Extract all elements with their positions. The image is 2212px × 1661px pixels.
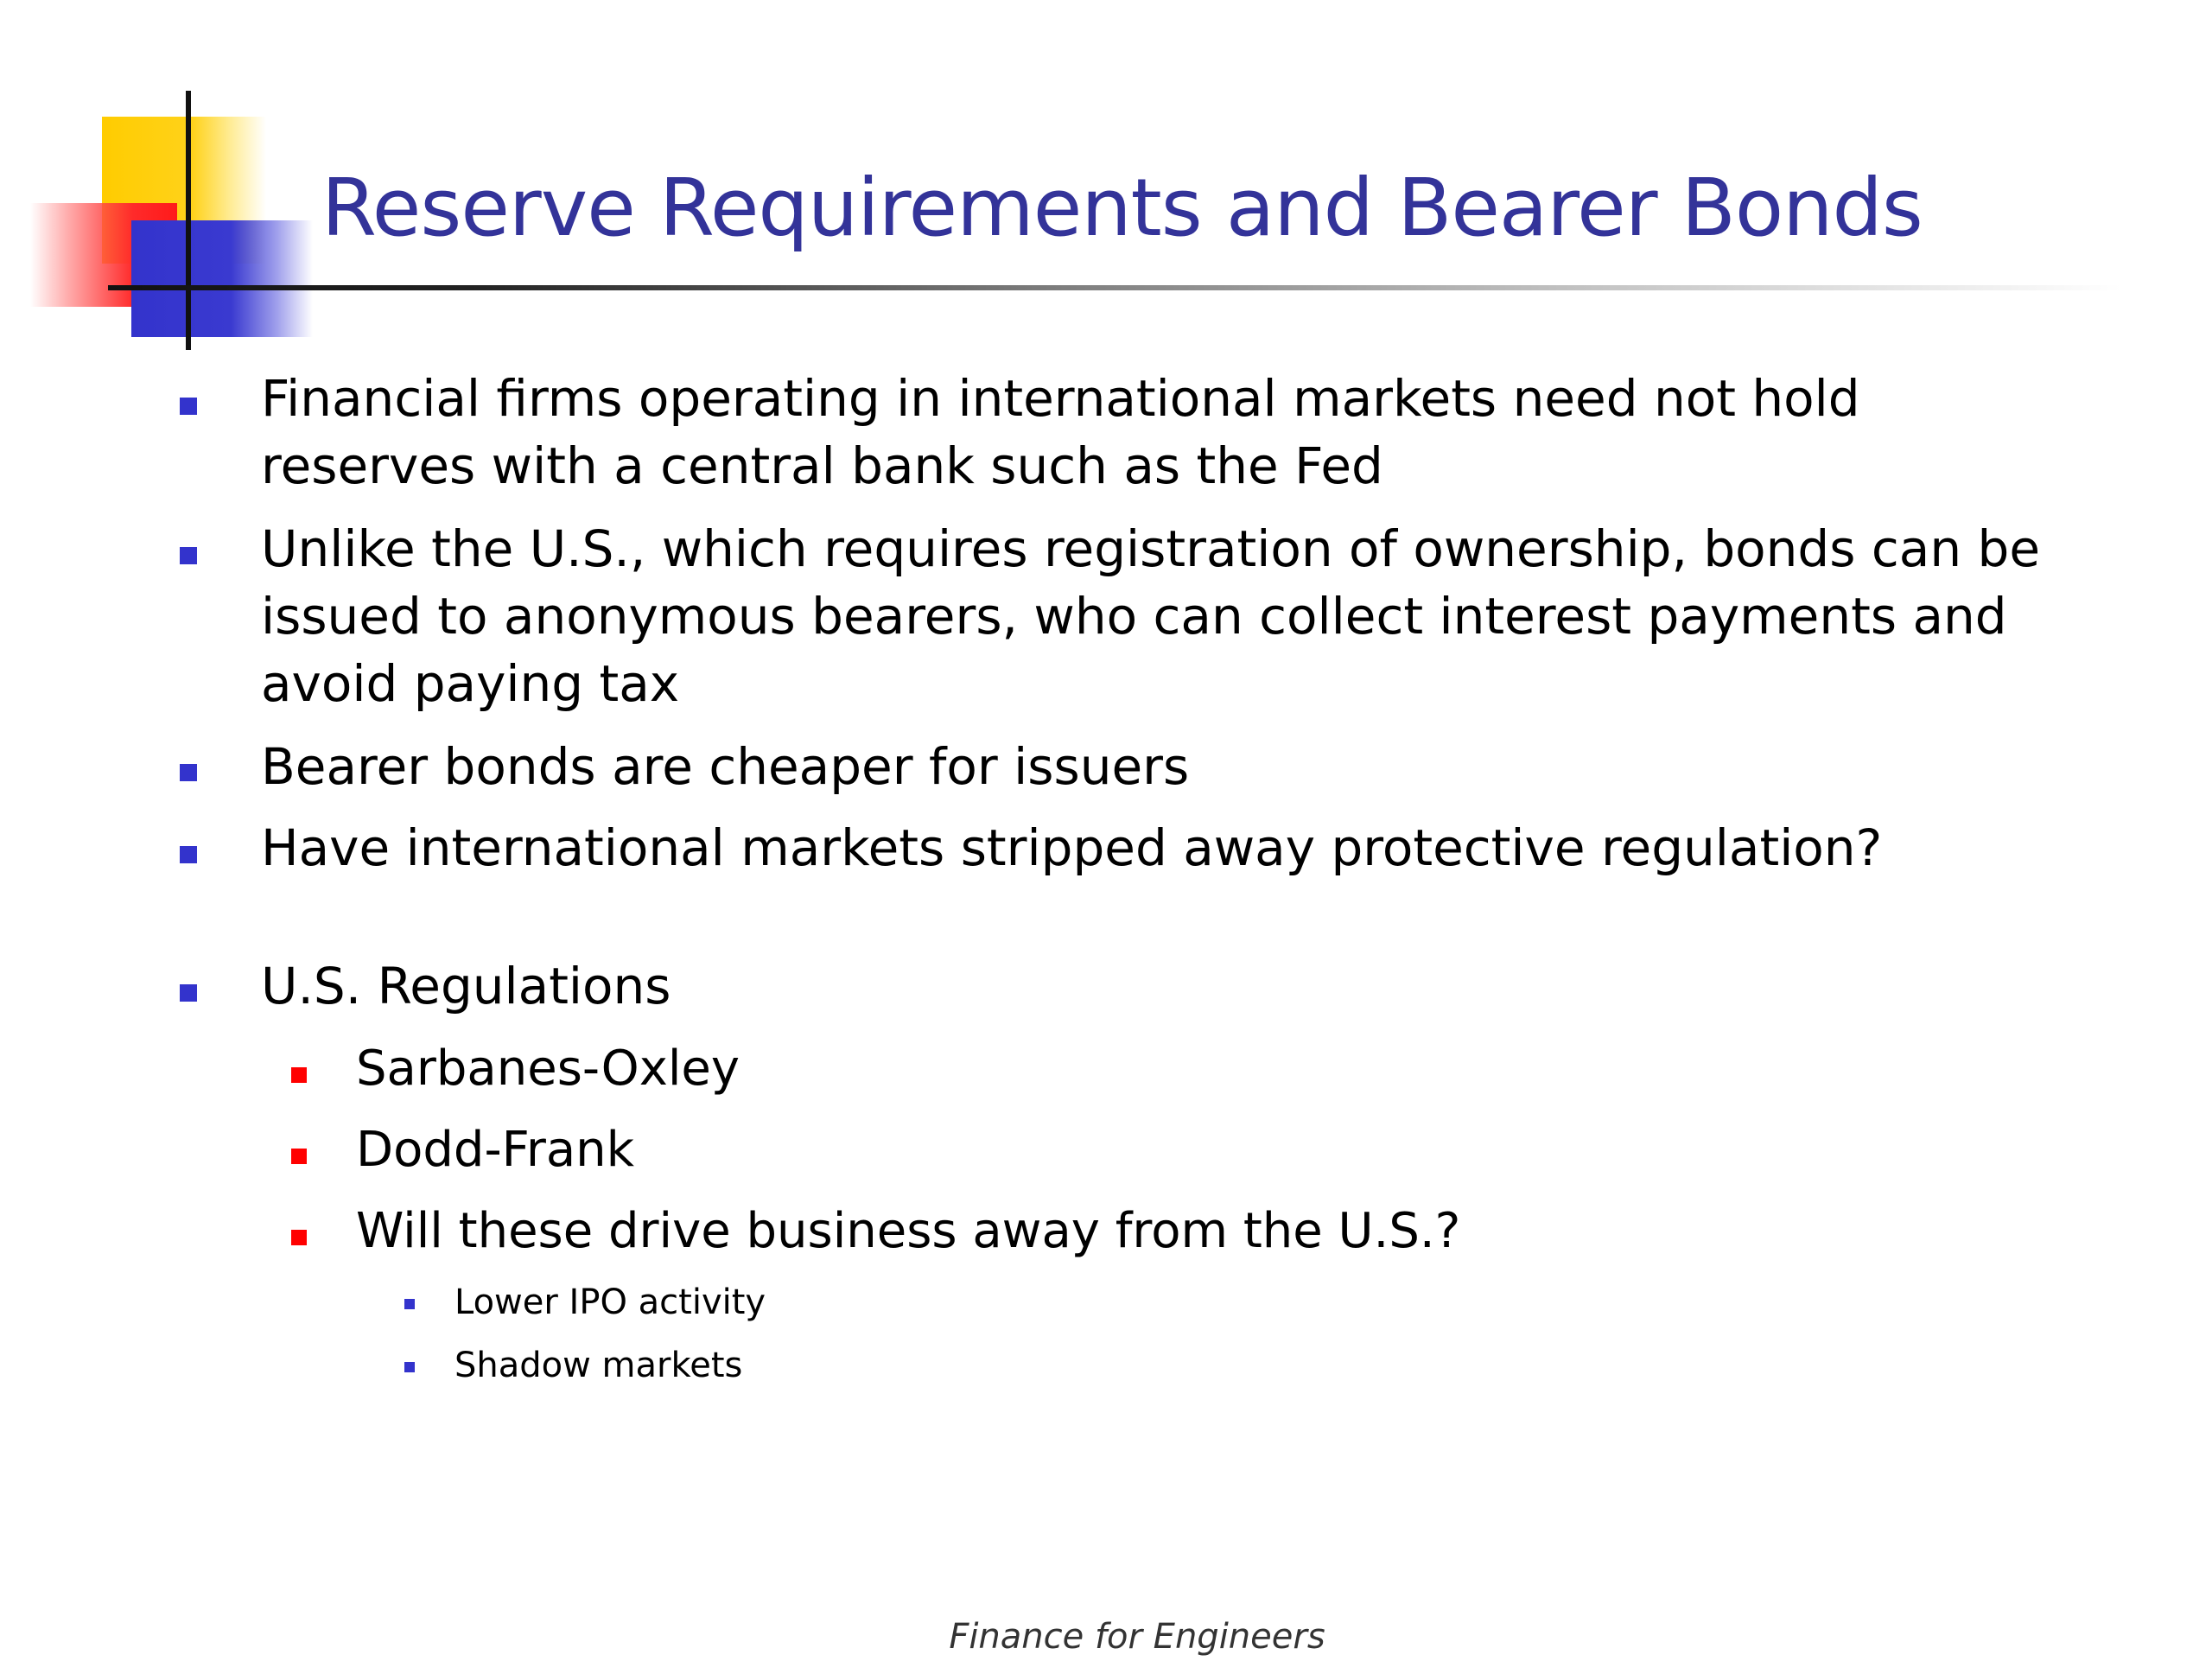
footer-text: Finance for Engineers <box>949 1617 1325 1657</box>
bullet-marker <box>180 764 197 781</box>
sub-bullet-item: Dodd-Frank <box>356 1122 635 1178</box>
bullet-marker <box>180 846 197 863</box>
sub-bullet-item: Will these drive business away from the U.S.? <box>356 1203 1461 1259</box>
slide-footer <box>0 1613 2212 1661</box>
bullet-item: Have international markets stripped away protective regulation? <box>261 818 1883 877</box>
bullet-item: Unlike the U.S., which requires registration of ownership, bonds can be issued to anonymous bearers, who can collect interest payments and avoid paying tax <box>261 519 2041 713</box>
bullet-item: Bearer bonds are cheaper for issuers <box>261 737 1190 796</box>
sub-bullet-marker <box>291 1149 307 1164</box>
bullet-marker <box>180 398 197 415</box>
bullet-marker <box>180 547 197 564</box>
sub-sub-bullet-item: Shadow markets <box>454 1346 743 1385</box>
slide-title: Reserve Requirements and Bearer Bonds <box>321 162 1923 254</box>
sub-bullet-marker <box>291 1067 307 1083</box>
sub-sub-bullet-marker <box>404 1299 415 1309</box>
bullet-item: Financial firms operating in international markets need not hold reserves with a central bank such as the Fed <box>261 369 1860 495</box>
sub-bullet-item: Sarbanes-Oxley <box>356 1041 741 1097</box>
sub-sub-bullet-item: Lower IPO activity <box>454 1282 766 1322</box>
sub-sub-bullet-marker <box>404 1362 415 1372</box>
bullet-marker <box>180 984 197 1002</box>
bullet-item: U.S. Regulations <box>261 957 671 1015</box>
sub-bullet-marker <box>291 1230 307 1245</box>
